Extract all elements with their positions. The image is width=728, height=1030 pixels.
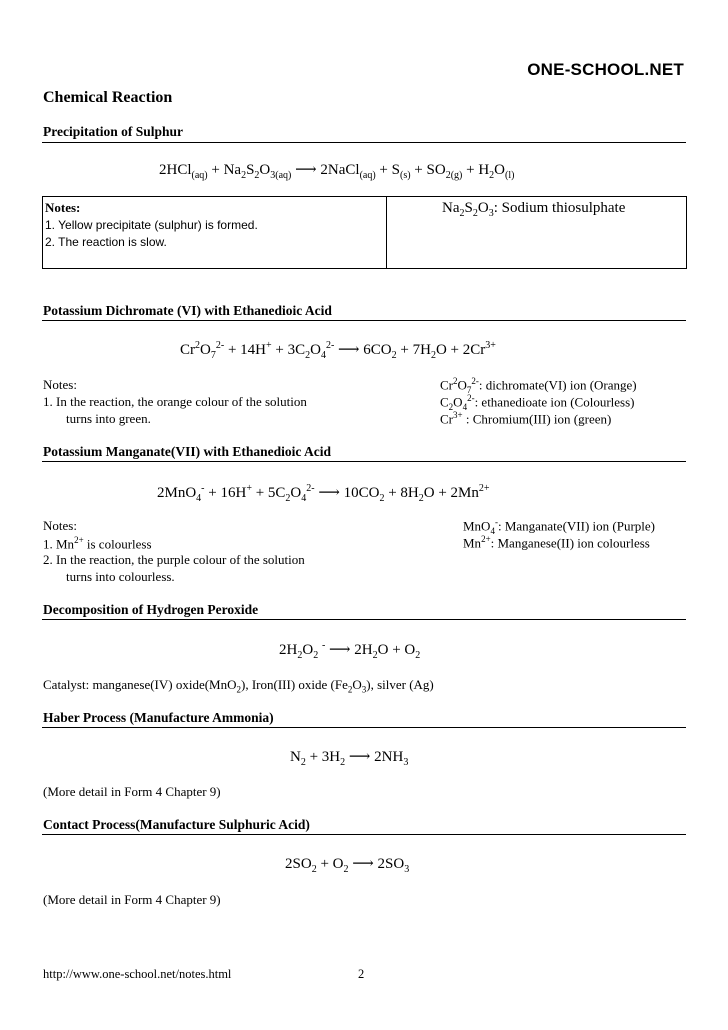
note-item-continued: turns into colourless. xyxy=(66,569,175,584)
section-rule xyxy=(42,727,686,728)
section-title-manganate: Potassium Manganate(VII) with Ethanedioic Acid xyxy=(43,444,332,459)
more-detail-note: (More detail in Form 4 Chapter 9) xyxy=(43,784,221,799)
note-item: 2. The reaction is slow. xyxy=(45,235,167,249)
note-item: 1. $Mn^{2+}$ is colourless xyxy=(43,535,152,552)
note-item-continued: turns into green. xyxy=(66,411,151,426)
table-divider xyxy=(386,197,387,268)
note-item: 1. In the reaction, the orange colour of the solution xyxy=(43,394,307,409)
side-note-thiosulphate: $Na_2S_2O_3$: Sodium thiosulphate xyxy=(442,200,626,219)
equation-sulphur: $2HCl_{(aq)} + Na_2S_2O_{3(aq)}$ ⟶ 2NaCl$_{(aq)}$ + $S_{(s)} + SO_{2(g)} + H_2O_{(l)}$ xyxy=(159,162,515,181)
side-note-ethanedioate: $C_2O_4^{2-}$: ethanedioate ion (Colourless) xyxy=(440,393,635,412)
equation-contact: $2SO_2 + O_2$ ⟶ $2SO_3$ xyxy=(285,856,410,875)
notes-heading: Notes: xyxy=(43,377,77,392)
side-note-text: : Sodium thiosulphate xyxy=(493,200,626,216)
footer-url: http://www.one-school.net/notes.html xyxy=(43,967,232,981)
equation-haber: $N_2 + 3H_2$ ⟶ $2NH_3$ xyxy=(290,749,409,768)
section-rule xyxy=(42,834,686,835)
notes-heading: Notes: xyxy=(45,200,81,215)
section-title-dichromate: Potassium Dichromate (VI) with Ethanedioic Acid xyxy=(43,303,332,318)
equation-manganate: $2MnO_4^- + 16H^+ + 5C_2O_4^{2-}$ ⟶ $10CO_2 + 8H_2O + 2Mn^{2+}$ xyxy=(157,483,490,504)
section-title-haber: Haber Process (Manufacture Ammonia) xyxy=(43,710,274,725)
equation-peroxide: $2H_2O_2$ - ⟶ $2H_2O + O_2$ xyxy=(279,640,421,661)
notes-heading: Notes: xyxy=(43,518,77,533)
section-title-contact: Contact Process(Manufacture Sulphuric Acid) xyxy=(43,817,310,832)
section-rule xyxy=(42,320,686,321)
notes-table-sulphur xyxy=(42,196,687,269)
page-number: 2 xyxy=(358,967,365,981)
note-item: 2. In the reaction, the purple colour of the solution xyxy=(43,552,305,567)
side-note-manganese: $Mn^{2+}$: Manganese(II) ion colourless xyxy=(463,534,650,551)
section-rule xyxy=(42,142,686,143)
brand-logo-text: ONE-SCHOOL.NET xyxy=(527,60,684,79)
more-detail-note: (More detail in Form 4 Chapter 9) xyxy=(43,892,221,907)
side-note-chromium: $Cr^{3+}$ : Chromium(III) ion (green) xyxy=(440,410,612,427)
section-title-sulphur: Precipitation of Sulphur xyxy=(43,124,184,139)
equation-dichromate: $Cr^2O_7^{2-} + 14H^+ + 3C_2O_4^{2-}$ ⟶ $6CO_2 + 7H_2O + 2Cr^{3+}$ xyxy=(180,340,496,361)
side-note-permanganate: MnO$_4$-: Manganate(VII) ion (Purple) xyxy=(463,517,655,536)
note-item: 1. Yellow precipitate (sulphur) is formed. xyxy=(45,218,258,232)
document-title: Chemical Reaction xyxy=(43,89,173,106)
side-note-dichromate: $Cr^2O_7^{2-}$: dichromate(VI) ion (Orange) xyxy=(440,376,637,395)
section-rule xyxy=(42,619,686,620)
section-rule xyxy=(42,461,686,462)
catalyst-note: Catalyst: manganese(IV) oxide(MnO$_2$), Iron(III) oxide $(Fe_2O_3)$, silver (Ag) xyxy=(43,677,434,695)
section-title-peroxide: Decomposition of Hydrogen Peroxide xyxy=(43,602,259,617)
